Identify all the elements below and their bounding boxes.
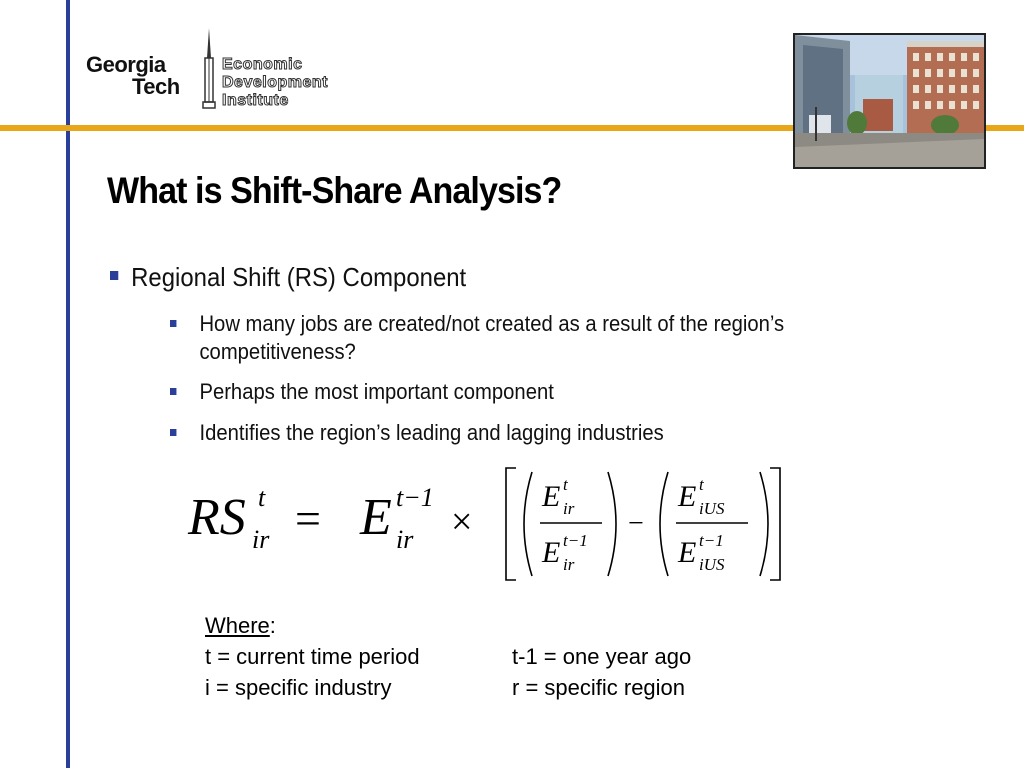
logo-economic-text: Economic bbox=[222, 56, 303, 73]
sub-bullet-text: Perhaps the most important component bbox=[199, 379, 554, 404]
right-bracket bbox=[770, 468, 780, 580]
tech-tower-spire-icon bbox=[200, 28, 218, 110]
logo-institute-text: Institute bbox=[222, 92, 289, 109]
logo-georgia-text: Georgia bbox=[86, 52, 166, 77]
sub-bullet-text: How many jobs are created/not created as a result of the region’s competitiveness? bbox=[199, 311, 785, 364]
where-def-t: t = current time period bbox=[205, 644, 420, 669]
logo-tech-text: Tech bbox=[132, 74, 180, 99]
vertical-accent-line bbox=[66, 0, 70, 768]
where-legend bbox=[205, 610, 692, 703]
where-def-i: i = specific industry bbox=[205, 675, 392, 700]
georgia-tech-edi-logo bbox=[86, 28, 386, 118]
sub-bullet-2 bbox=[170, 378, 899, 406]
where-def-r: r = specific region bbox=[512, 675, 686, 700]
frac1-den-sub: ir bbox=[563, 555, 575, 574]
frac2-den-e: E bbox=[678, 536, 697, 569]
frac2-den-sup: t−1 bbox=[699, 531, 724, 550]
formula-minus: − bbox=[628, 508, 644, 539]
where-row-2 bbox=[205, 672, 686, 703]
formula-lhs-sup: t bbox=[258, 483, 266, 512]
right-paren-1 bbox=[608, 472, 616, 576]
bullet-regional-shift bbox=[110, 262, 466, 293]
where-def-t-minus-1: t-1 = one year ago bbox=[512, 644, 692, 669]
formula-times: × bbox=[451, 501, 473, 543]
frac1-den-e: E bbox=[542, 536, 561, 569]
formula-lhs-sub: ir bbox=[252, 525, 270, 554]
frac2-num-sub: iUS bbox=[699, 499, 725, 518]
frac1-num-e: E bbox=[542, 480, 561, 513]
frac2-num-e: E bbox=[678, 480, 697, 513]
formula-e-prev-sub: ir bbox=[396, 525, 414, 554]
left-paren-1 bbox=[524, 472, 532, 576]
frac1-den-sup: t−1 bbox=[563, 531, 588, 550]
bullet-main-text: Regional Shift (RS) Component bbox=[131, 262, 467, 292]
where-label: Where bbox=[205, 613, 270, 638]
regional-shift-formula bbox=[180, 462, 790, 587]
left-bracket bbox=[506, 468, 516, 580]
campus-building-photo bbox=[793, 33, 986, 169]
sub-bullet-text: Identifies the region’s leading and lagging industries bbox=[199, 420, 664, 445]
sub-bullet-3 bbox=[170, 419, 899, 447]
frac2-den-sub: iUS bbox=[699, 555, 725, 574]
frac1-num-sup: t bbox=[563, 475, 568, 494]
where-colon: : bbox=[269, 613, 276, 638]
frac1-num-sub: ir bbox=[563, 499, 575, 518]
where-row-1 bbox=[205, 641, 692, 672]
sub-bullet-1 bbox=[170, 310, 899, 366]
frac2-num-sup: t bbox=[699, 475, 704, 494]
formula-equals: = bbox=[295, 493, 321, 544]
left-paren-2 bbox=[660, 472, 668, 576]
formula-lhs-rs: RS bbox=[188, 489, 246, 546]
where-heading bbox=[205, 610, 420, 641]
formula-e-prev-sup: t−1 bbox=[396, 483, 434, 512]
bullet-square-icon bbox=[110, 271, 118, 280]
bullet-square-icon bbox=[170, 388, 176, 395]
right-paren-2 bbox=[760, 472, 768, 576]
logo-development-text: Development bbox=[222, 74, 328, 91]
slide-title: What is Shift-Share Analysis? bbox=[107, 170, 562, 211]
bullet-square-icon bbox=[170, 429, 176, 436]
bullet-square-icon bbox=[170, 320, 176, 327]
formula-e-prev: E bbox=[360, 489, 392, 546]
